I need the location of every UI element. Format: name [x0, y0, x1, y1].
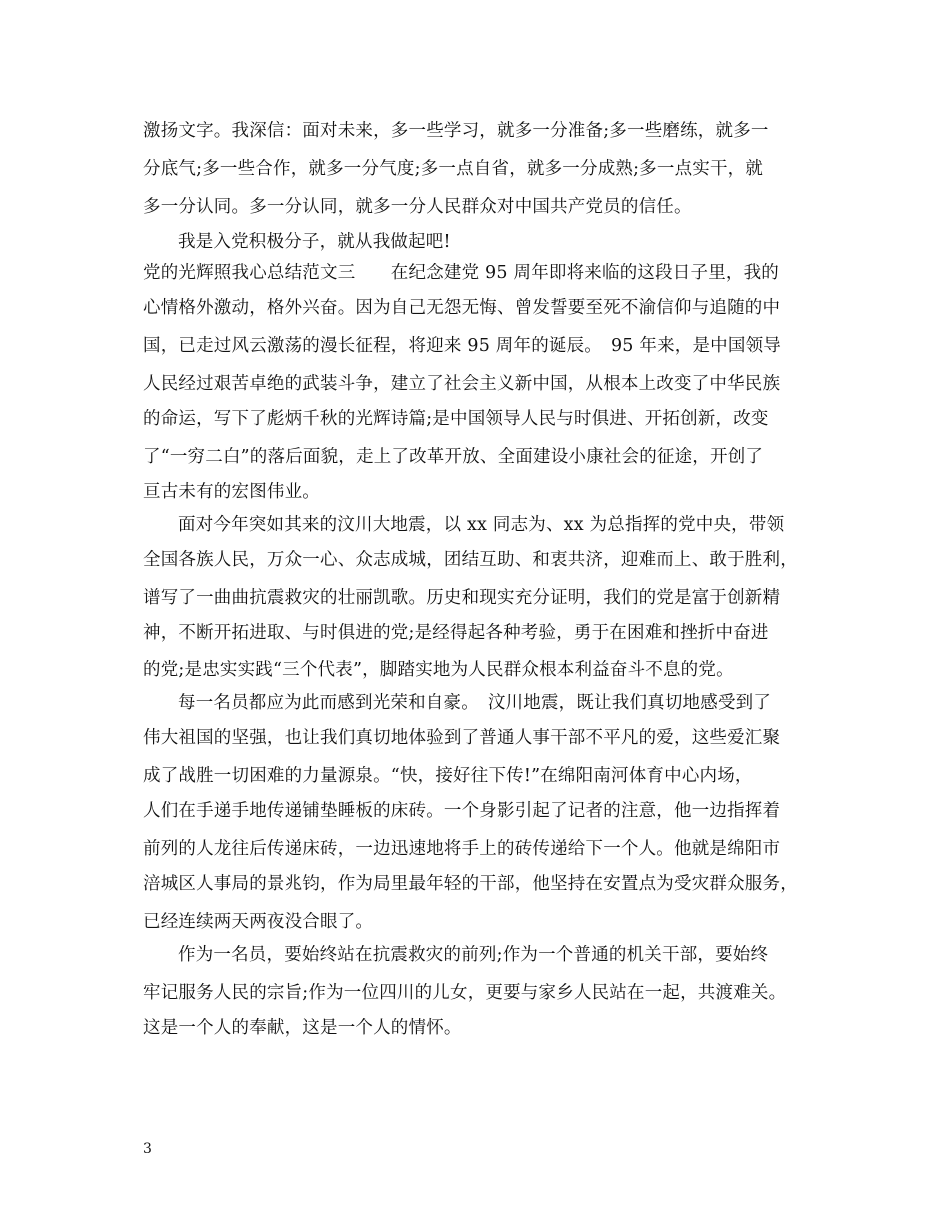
text-line: 成了战胜一切困难的力量源泉。“快，接好往下传!”在绵阳南河体育中心内场，: [143, 766, 753, 786]
text-line: 心情格外激动，格外兴奋。因为自己无怨无悔、曾发誓要至死不渝信仰与追随的中: [143, 298, 781, 318]
text-line: 全国各族人民，万众一心、众志成城，团结互助、和衷共济，迎难而上、敢于胜利，: [143, 550, 798, 570]
text-line: 面对今年突如其来的汶川大地震，以 xx 同志为、xx 为总指挥的党中央，带领: [178, 515, 785, 535]
text-line: 牢记服务人民的宗旨;作为一位四川的儿女，更要与家乡人民站在一起，共渡难关。: [143, 983, 787, 1003]
text-line: 分底气;多一些合作，就多一分气度;多一点自省，就多一分成熟;多一点实干，就: [143, 159, 764, 179]
text-line: 已经连续两天两夜没合眼了。: [143, 912, 374, 932]
text-line: 人们在手递手地传递铺垫睡板的床砖。一个身影引起了记者的注意，他一边指挥着: [143, 801, 781, 821]
text-line: 神，不断开拓进取、与时俱进的党;是经得起各种考验，勇于在困难和挫折中奋进: [143, 623, 769, 643]
page-number: 3: [143, 1141, 152, 1157]
text-line: 亘古未有的宏图伟业。: [143, 482, 320, 502]
text-line: 国，已走过风云激荡的漫长征程，将迎来 95 周年的诞辰。 95 年来，是中国领导: [143, 336, 781, 356]
text-line: 激扬文字。我深信：面对未来，多一些学习，就多一分准备;多一些磨练，就多一: [143, 121, 769, 141]
text-line: 的命运，写下了彪炳千秋的光辉诗篇;是中国领导人民与时俱进、开拓创新，改变: [143, 409, 769, 429]
text-line: 前列的人龙往后传递床砖，一边迅速地将手上的砖传递给下一个人。他就是绵阳市: [143, 839, 781, 859]
text-line: 谱写了一曲曲抗震救灾的壮丽凯歌。历史和现实充分证明，我们的党是富于创新精: [143, 588, 781, 608]
text-line: 这是一个人的奉献，这是一个人的情怀。: [143, 1018, 462, 1038]
text-line: 作为一名员，要始终站在抗震救灾的前列;作为一个普通的机关干部，要始终: [178, 945, 769, 965]
text-line: 涪城区人事局的景兆钧，作为局里最年轻的干部，他坚持在安置点为受灾群众服务，: [143, 874, 798, 894]
text-line: 了“一穷二白”的落后面貌，走上了改革开放、全面建设小康社会的征途，开创了: [143, 447, 764, 467]
text-line: 每一名员都应为此而感到光荣和自豪。 汶川地震，既让我们真切地感受到了: [178, 693, 772, 713]
text-line: 我是入党积极分子，就从我做起吧!: [178, 232, 451, 252]
text-line: 人民经过艰苦卓绝的武装斗争，建立了社会主义新中国，从根本上改变了中华民族: [143, 374, 781, 394]
text-line: 党的光辉照我心总结范文三 在纪念建党 95 周年即将来临的这段日子里，我的: [143, 263, 779, 283]
text-line: 多一分认同。多一分认同，就多一分人民群众对中国共产党员的信任。: [143, 197, 692, 217]
text-line: 的党;是忠实实践“三个代表”，脚踏实地为人民群众根本利益奋斗不息的党。: [143, 660, 734, 680]
text-line: 伟大祖国的坚强，也让我们真切地体验到了普通人事干部不平凡的爱，这些爱汇聚: [143, 728, 781, 748]
